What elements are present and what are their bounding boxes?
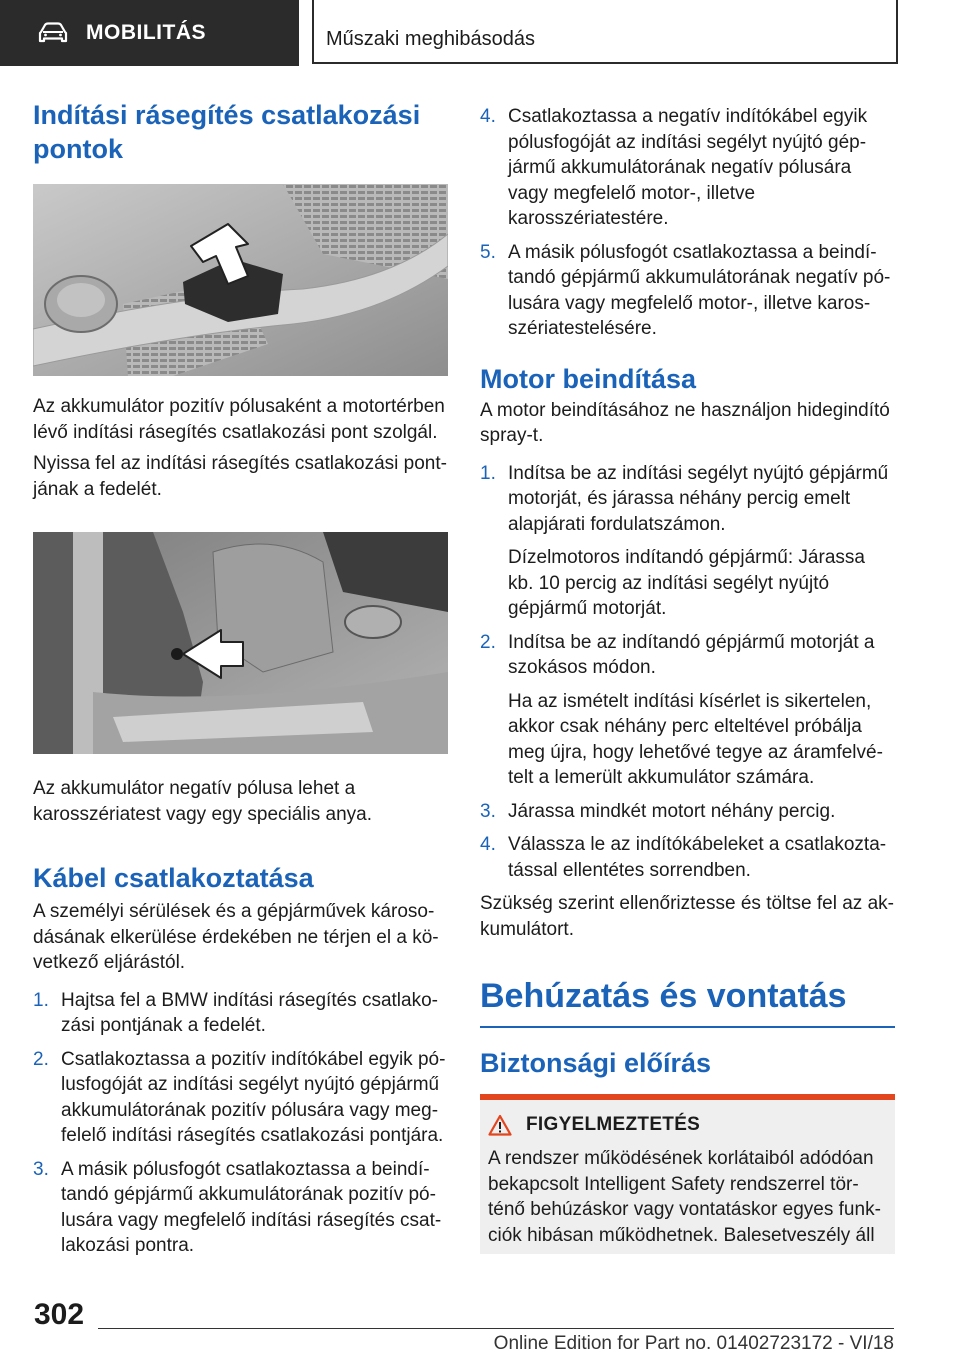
warning-header (488, 1114, 887, 1136)
heading-jump-start-points: Indítási rásegítés csatlakozási pontok (33, 100, 421, 164)
list-item (480, 104, 895, 232)
step-number: 1. (33, 989, 49, 1011)
paragraph-engine-intro: A motor beindításához ne használjon hidegindító spray-t. (480, 399, 890, 446)
step-number: 5. (480, 241, 496, 263)
paragraph-engine-outro: Szükség szerint ellenőriztesse és töltse fel az akkumulátort. (480, 893, 894, 940)
cable-steps-list (33, 988, 448, 1259)
paragraph-negative-terminal: Az akkumulátor negatív pólusa lehet a karosszériatest vagy egy speciális anya. (33, 778, 372, 825)
heading-safety: Biztonsági előírás (480, 1048, 712, 1078)
cable-steps-list-continued (480, 104, 895, 342)
warning-title: FIGYELMEZTETÉS (526, 1114, 701, 1135)
page-number: 302 (34, 1298, 85, 1331)
step-note: Ha az ismételt indítási kísérlet is sikertelen, akkor csak néhány perc elteltével próbálja meg újra, hogy lehetővé tegye az áramfelvételt a lemerült akkumulátor számára. (508, 690, 883, 788)
list-item (480, 630, 895, 791)
chapter-title: Behúzatás és vontatás (480, 977, 847, 1015)
step-text: Indítsa be az indítási segélyt nyújtó gépjármű motorját, és járassa néhány percig emelt alapjárati fordulatszámon. (508, 462, 889, 535)
car-icon (38, 22, 68, 44)
step-text: Járassa mindkét motort néhány percig. (508, 800, 836, 822)
list-item (480, 240, 895, 342)
step-number: 2. (33, 1048, 49, 1070)
section-label: MOBILITÁS (86, 21, 206, 44)
step-text: Hajtsa fel a BMW indítási rásegítés csatlakozási pontjának a fedelét. (61, 989, 438, 1036)
paragraph-open-cover: Nyissa fel az indítási rásegítés csatlakozási pontjának a fedelét. (33, 453, 447, 500)
step-number: 3. (480, 800, 496, 822)
step-number: 4. (480, 106, 496, 127)
step-number: 3. (33, 1158, 49, 1180)
paragraph-cable-intro: A személyi sérülések és a gépjárművek károsodásának elkerülése érdekében ne térjen el a következő eljárástól. (33, 901, 439, 973)
step-text: A másik pólusfogót csatlakoztassa a beindítandó gépjármű akkumulátorának pozitív pólusára vagy megfelelő indítási rásegítés csatlakozási pontra. (61, 1158, 442, 1256)
right-column (480, 104, 895, 1254)
heading-engine-start: Motor beindítása (480, 363, 697, 394)
list-item (480, 461, 895, 622)
list-item (33, 1047, 448, 1149)
page-title: Műszaki meghibásodás (326, 28, 535, 50)
list-item (480, 799, 895, 825)
step-text: Válassza le az indítókábeleket a csatlakoztatással ellentétes sorrendben. (508, 834, 887, 881)
chapter-divider (480, 1026, 895, 1028)
step-text: Csatlakoztassa a pozitív indítókábel egyik pólusfogóját az indítási segélyt nyújtó gépjármű akkumulátorának pozitív pólusára vagy megfelelő indítási rásegítés csatlakozási pontjára. (61, 1048, 446, 1146)
step-text: Csatlakoztassa a negatív indítókábel egyik pólusfogóját az indítási segélyt nyújtó gépjármű akkumulátorának negatív pólusára vagy megfelelő motor-, illetve karosszériatestére. (508, 106, 868, 229)
section-tab (0, 0, 299, 66)
warning-text: A rendszer működésének korlátaiból adódóan bekapcsolt Intelligent Safety rendszerrel történő behúzáskor vagy vontatáskor egyes funkciók hibásan működhetnek. Balesetveszély áll (488, 1148, 881, 1246)
list-item (480, 832, 895, 883)
paragraph-positive-terminal: Az akkumulátor pozitív pólusaként a motortérben lévő indítási rásegítés csatlakozási pont szolgál. (33, 396, 445, 443)
heading-cable-connection: Kábel csatlakoztatása (33, 863, 314, 893)
page-header (0, 0, 960, 66)
engine-steps-list (480, 461, 895, 884)
engine-bay-negative-terminal-photo (33, 532, 448, 754)
step-number: 2. (480, 631, 496, 653)
warning-triangle-icon (488, 1114, 512, 1136)
page-title-box (312, 0, 898, 64)
step-text: Indítsa be az indítandó gépjármű motorját a szokásos módon. (508, 631, 875, 678)
step-number: 1. (480, 462, 496, 484)
engine-bay-positive-terminal-photo (33, 184, 448, 376)
step-text: A másik pólusfogót csatlakoztassa a beindítandó gépjármű akkumulátorának negatív pólusára vagy megfelelő motor-, illetve karosszériatestelésére. (508, 241, 891, 339)
step-note: Dízelmotoros indítandó gépjármű: Járassa kb. 10 percig az indítási segélyt nyújtó gépjármű motorját. (508, 547, 865, 619)
footer-divider (98, 1328, 894, 1329)
list-item (33, 988, 448, 1039)
warning-box (480, 1094, 895, 1254)
footer-edition: Online Edition for Part no. 01402723172 - VI/18 (493, 1333, 894, 1354)
left-column (33, 98, 448, 1267)
step-number: 4. (480, 834, 496, 855)
list-item (33, 1157, 448, 1259)
